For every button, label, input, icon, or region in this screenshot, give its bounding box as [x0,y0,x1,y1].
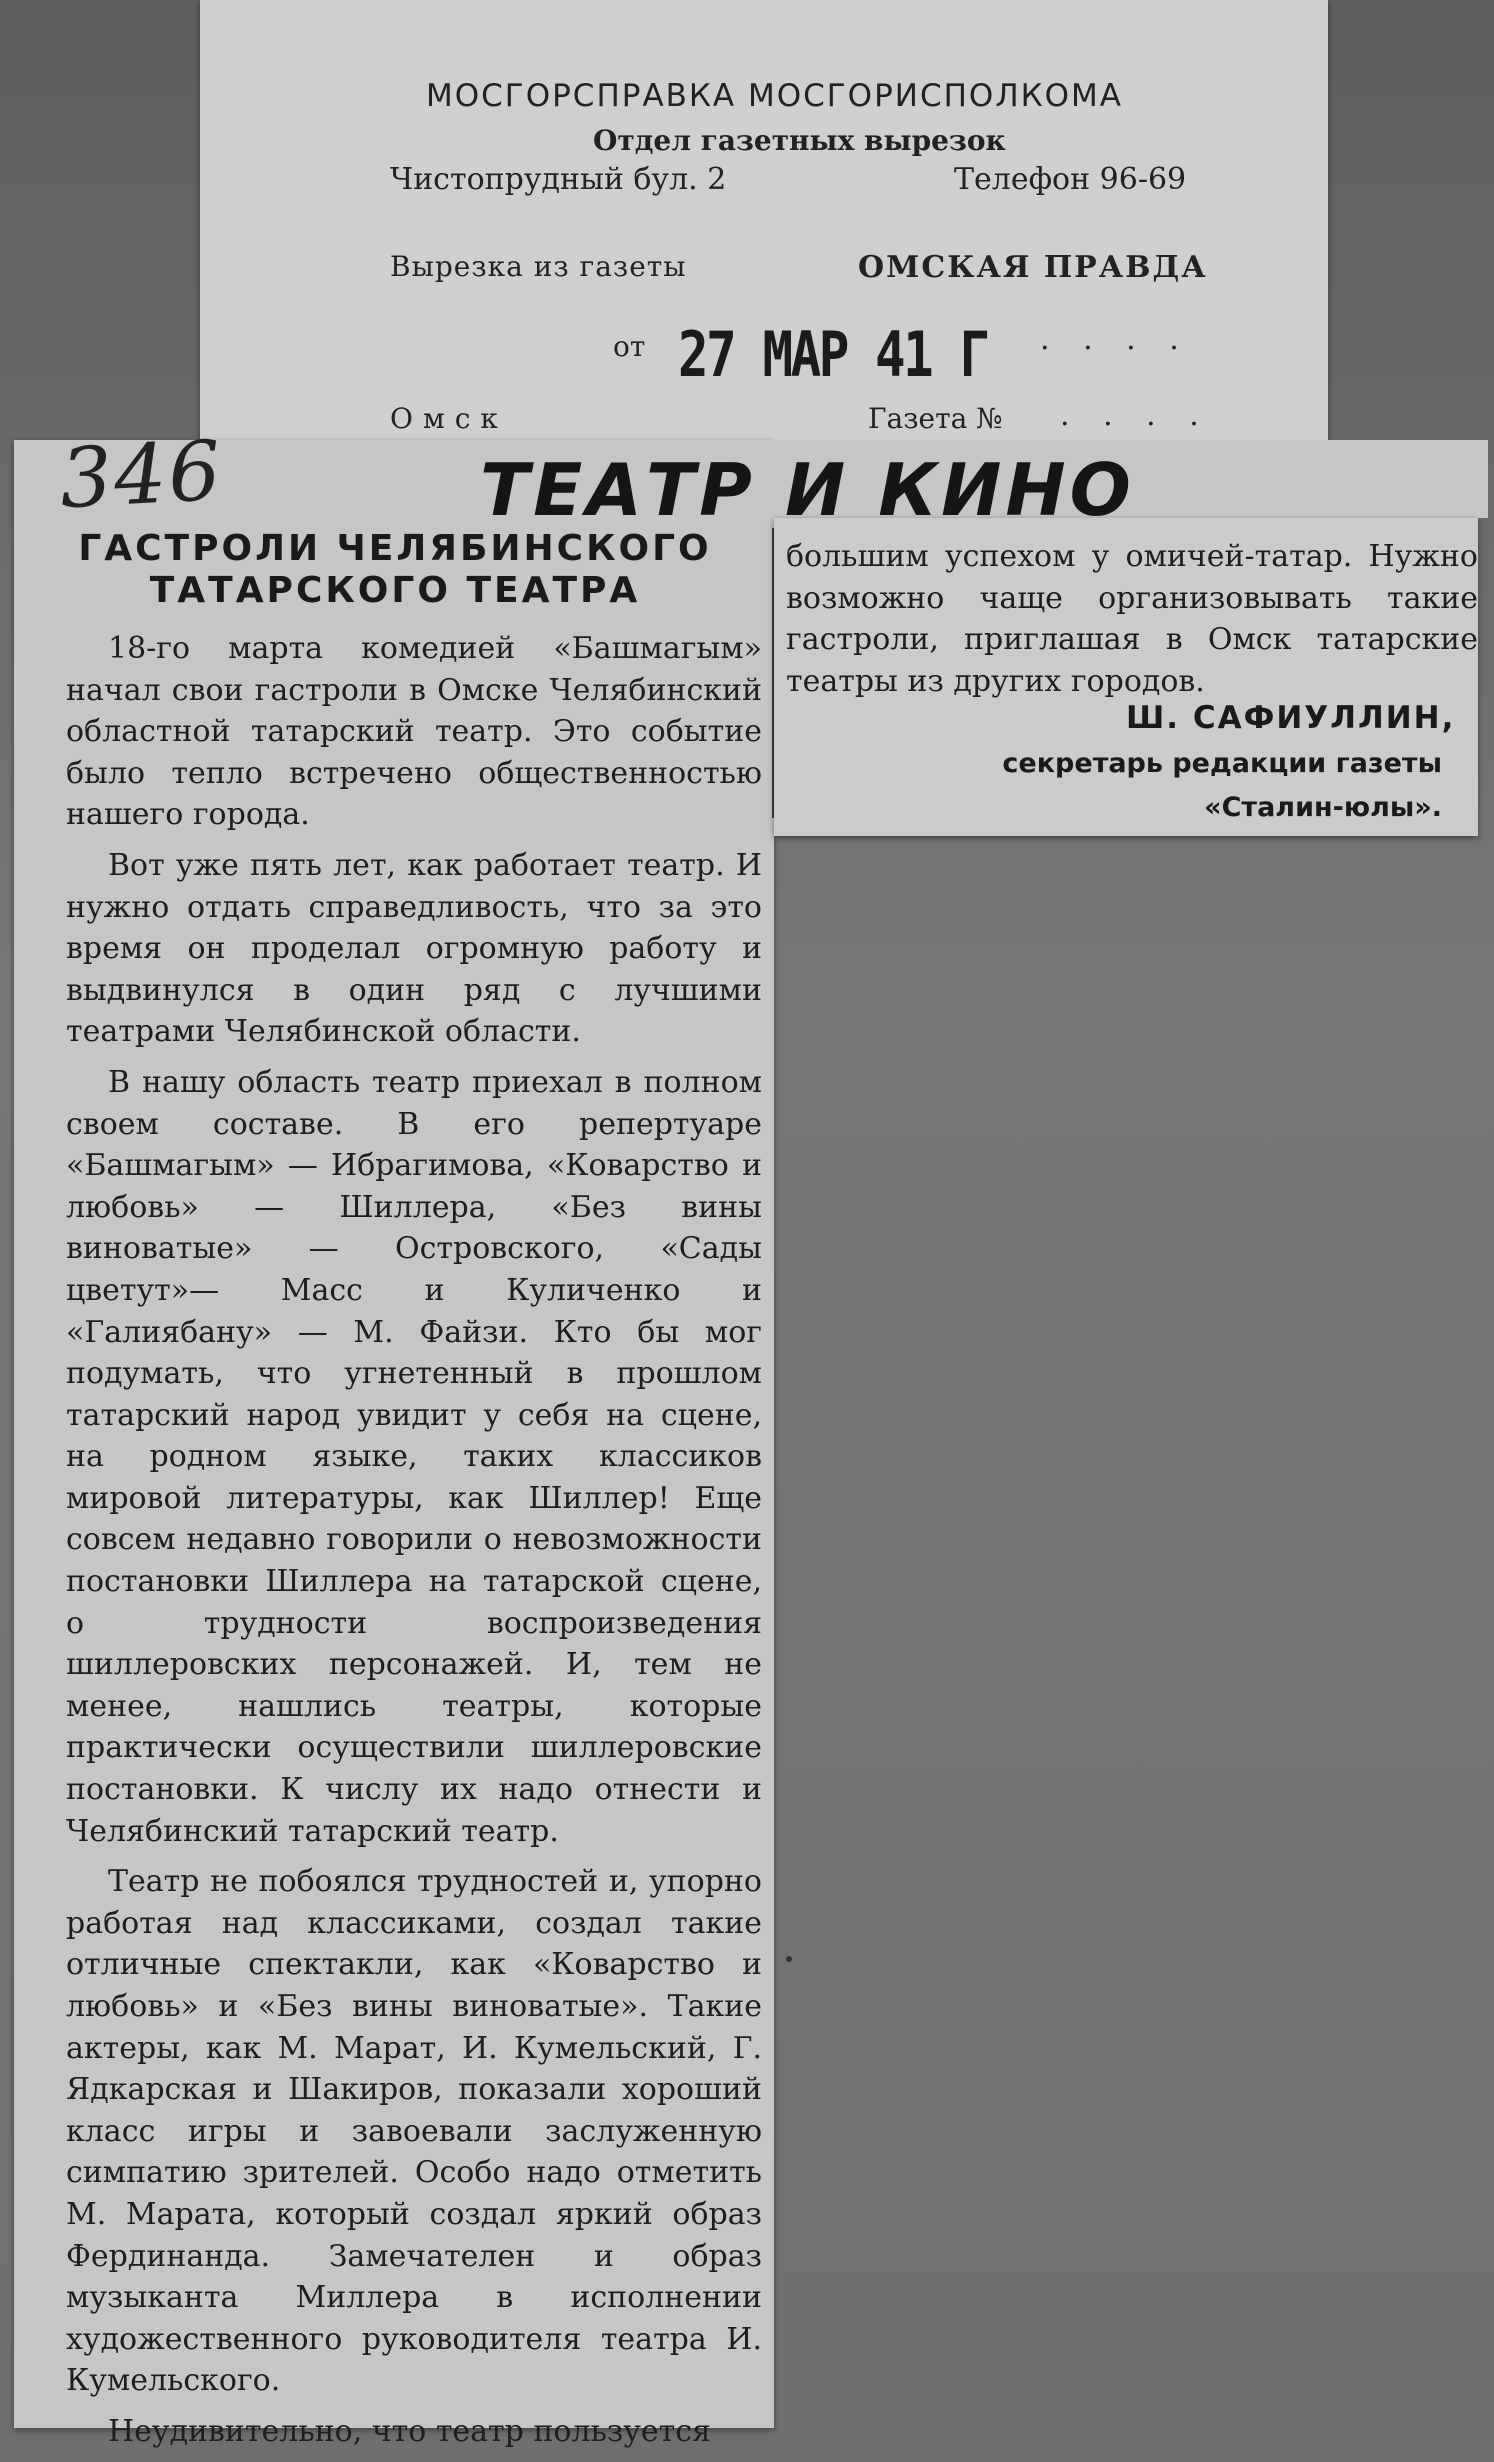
continuation-text: большим успехом у омичей-татар. Нужно возможно чаще организовывать такие гастроли, приглашая в Омск татарские театры из других городов. [786,539,1478,699]
rubric-title: ТЕАТР И КИНО [480,448,1135,532]
author-role: секретарь редакции газеты [1002,748,1442,779]
gazeta-dots: . . . . [1060,398,1211,433]
newspaper-name: ОМСКАЯ ПРАВДА [858,250,1208,285]
paragraph: Вот уже пять лет, как работает театр. И нужно отдать справедливость, что за это время он проделал огромную работу и выдвинулся в один ряд с лучшими театрами Челябинской области. [66,847,762,1050]
cut-from-label: Вырезка из газеты [390,250,687,283]
date-from-label: от [613,330,646,363]
handwritten-number: 346 [57,423,225,528]
author-newspaper: «Сталин-юлы». [1204,792,1442,823]
date-stamp: 27 МАР 41 Г [678,318,988,391]
column-rule [772,528,774,818]
bureau-department: Отдел газетных вырезок [593,124,1006,157]
city-label: Омск [390,402,508,435]
clipping-bureau-slip [200,0,1328,440]
bureau-phone: Телефон 96-69 [954,162,1187,197]
article-body [66,628,762,2462]
paragraph: Неудивительно, что театр пользуется [108,2413,711,2449]
paragraph: В нашу область театр приехал в полном своем составе. В его репертуаре «Башмагым» — Ибрагимова, «Коварство и любовь» — Шиллера, «Без вины виноватые» — Островского, «Сады цветут»— Масс и Куличенко и «Галиябану» — М. Файзи. Кто бы мог подумать, что угнетенный в прошлом татарский народ увидит у себя на сцене, на родном языке, таких классиков мировой литературы, как Шиллер! Еще совсем недавно говорили о невозможности постановки Шиллера на татарской сцене, о трудности воспроизведения шиллеровских персонажей. И, тем не менее, нашлись театры, которые практически осуществили шиллеровские постановки. К числу их надо отнести и Челябинский татарский театр. [66,1064,762,1849]
date-dots: . . . . [1040,322,1191,357]
author-name: Ш. САФИУЛЛИН, [1126,700,1456,736]
paragraph: Театр не побоялся трудностей и, упорно работая над классиками, создал такие отличные спектакли, как «Коварство и любовь» и «Без вины виноватые». Такие актеры, как М. Марат, И. Кумельский, Г. Ядкарская и Шакиров, показали хороший класс игры и завоевали заслуженную симпатию зрителей. Особо надо отметить М. Марата, который создал яркий образ Фердинанда. Замечателен и образ музыканта Миллера в исполнении художественного руководителя театра И. Кумельского. [66,1864,762,2399]
bureau-address: Чистопрудный бул. 2 [390,162,727,197]
article-continuation [786,536,1478,702]
gazeta-number-label: Газета № [868,402,1003,435]
article-headline: ГАСТРОЛИ ЧЕЛЯБИНСКОГО ТАТАРСКОГО ТЕАТРА [78,528,712,611]
paragraph: 18-го марта комедией «Башмагым» начал свои гастроли в Омске Челябинский областной татарский театр. Это событие было тепло встречено общественностью нашего города. [66,631,762,833]
bureau-name: МОСГОРСПРАВКА МОСГОРИСПОЛКОМА [426,78,1123,114]
ink-dot [786,1956,792,1962]
